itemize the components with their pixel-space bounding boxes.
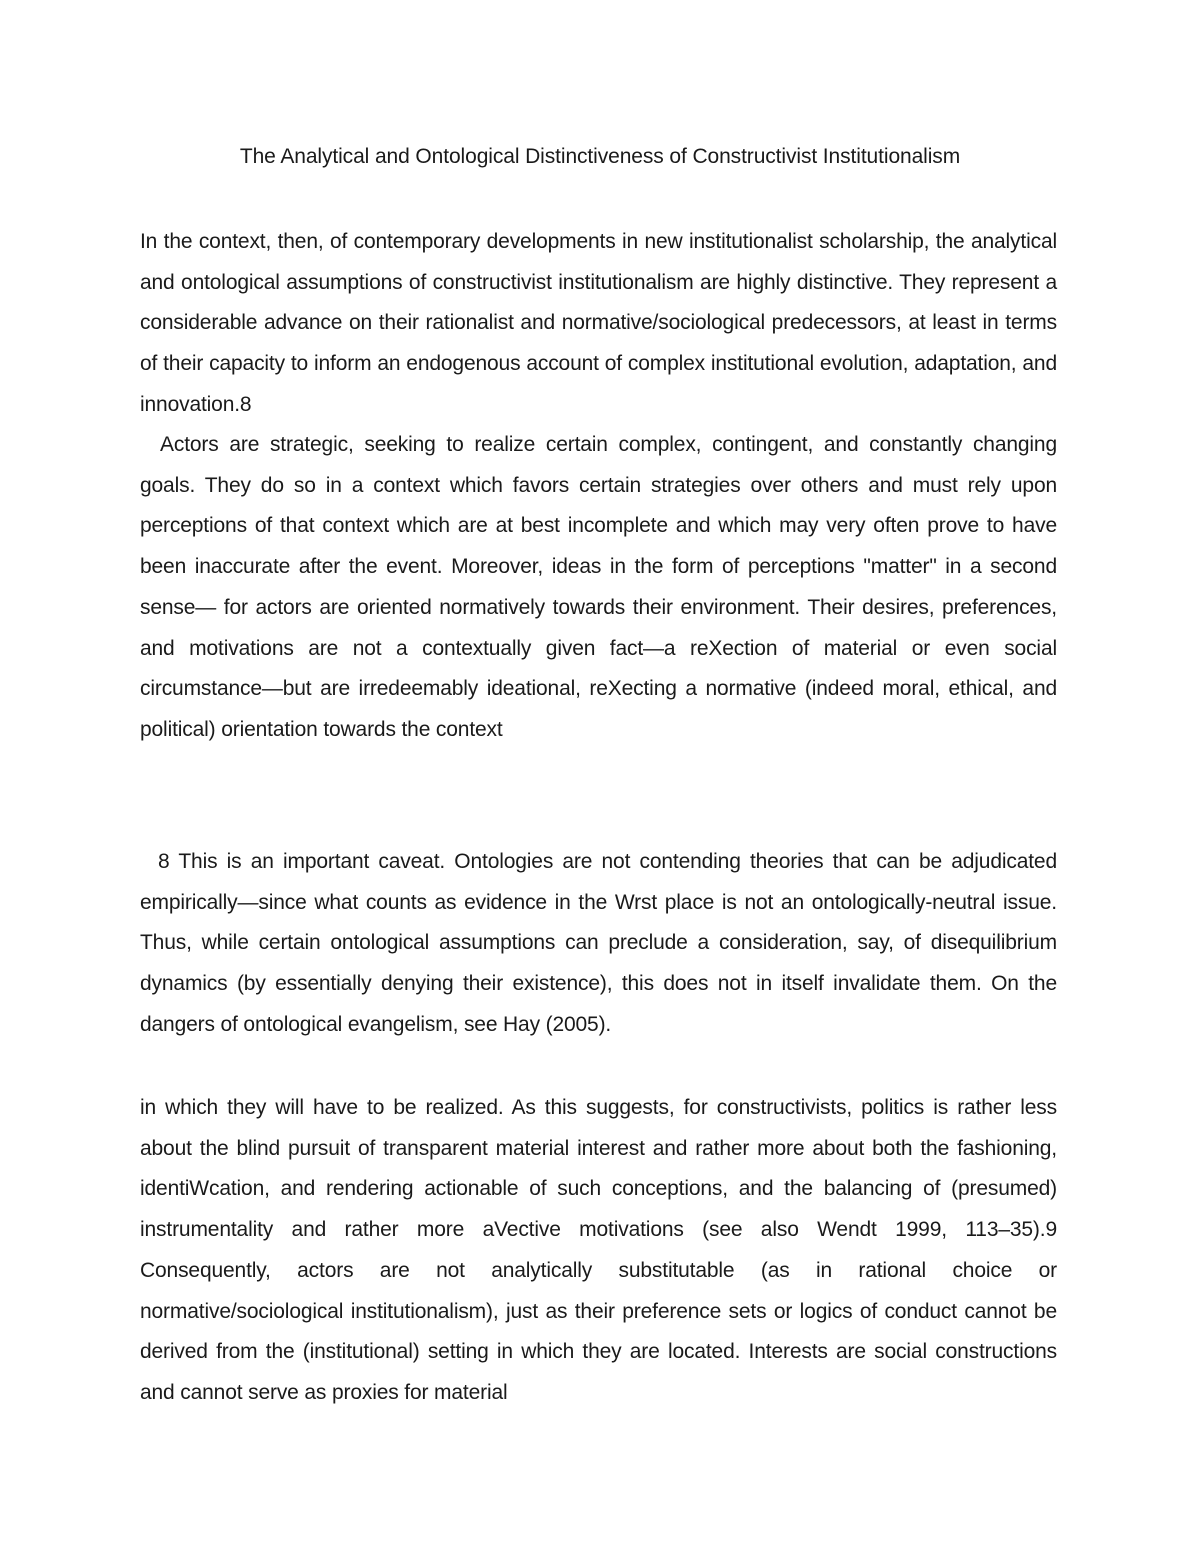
paragraph-actors: Actors are strategic, seeking to realize certain complex, contingent, and constantly changing goals. They do so in a context which favors certain strategies over others and must rely upon perceptions of that context which are at best incomplete and which may very often prove to have been inaccurate after the event. Moreover, ideas in the form of perceptions "matter" in a second sense— for actors are oriented normatively towards their environment. Their desires, preferences, and motivations are not a contextually given fact—a reXection of material or even social circumstance—but are irredeemably ideational, reXecting a normative (indeed moral, ethical, and political) orientation towards the context bbox=[140, 433, 1057, 741]
paragraph-intro: In the context, then, of contemporary developments in new institutionalist scholarship, the analytical and ontological assumptions of constructivist institutionalism are highly distinctive. They represent a considerable advance on their rationalist and normative/sociological predecessors, at least in terms of their capacity to inform an endogenous account of complex institutional evolution, adaptation, and innovation.8 bbox=[140, 230, 1057, 416]
footnote-8: 8 This is an important caveat. Ontologies are not contending theories that can be adjudicated empirically—since what counts as evidence in the Wrst place is not an ontologically-neutral issue. Thus, while certain ontological assumptions can preclude a consideration, say, of disequilibrium dynamics (by essentially denying their existence), this does not in itself invalidate them. On the dangers of ontological evangelism, see Hay (2005). bbox=[140, 850, 1057, 1036]
document-title: The Analytical and Ontological Distinctiveness of Constructivist Institutionalism bbox=[239, 145, 961, 168]
paragraph-continuation: in which they will have to be realized. As this suggests, for constructivists, politics is rather less about the blind pursuit of transparent material interest and rather more about both the fashioning, identiWcation, and rendering actionable of such conceptions, and the balancing of (presumed) instrumentality and rather more aVective motivations (see also Wendt 1999, 113–35).9 Consequently, actors are not analytically substitutable (as in rational choice or normative/sociological institutionalism), just as their preference sets or logics of conduct cannot be derived from the (institutional) setting in which they are located. Interests are social constructions and cannot serve as proxies for material bbox=[140, 1096, 1057, 1404]
